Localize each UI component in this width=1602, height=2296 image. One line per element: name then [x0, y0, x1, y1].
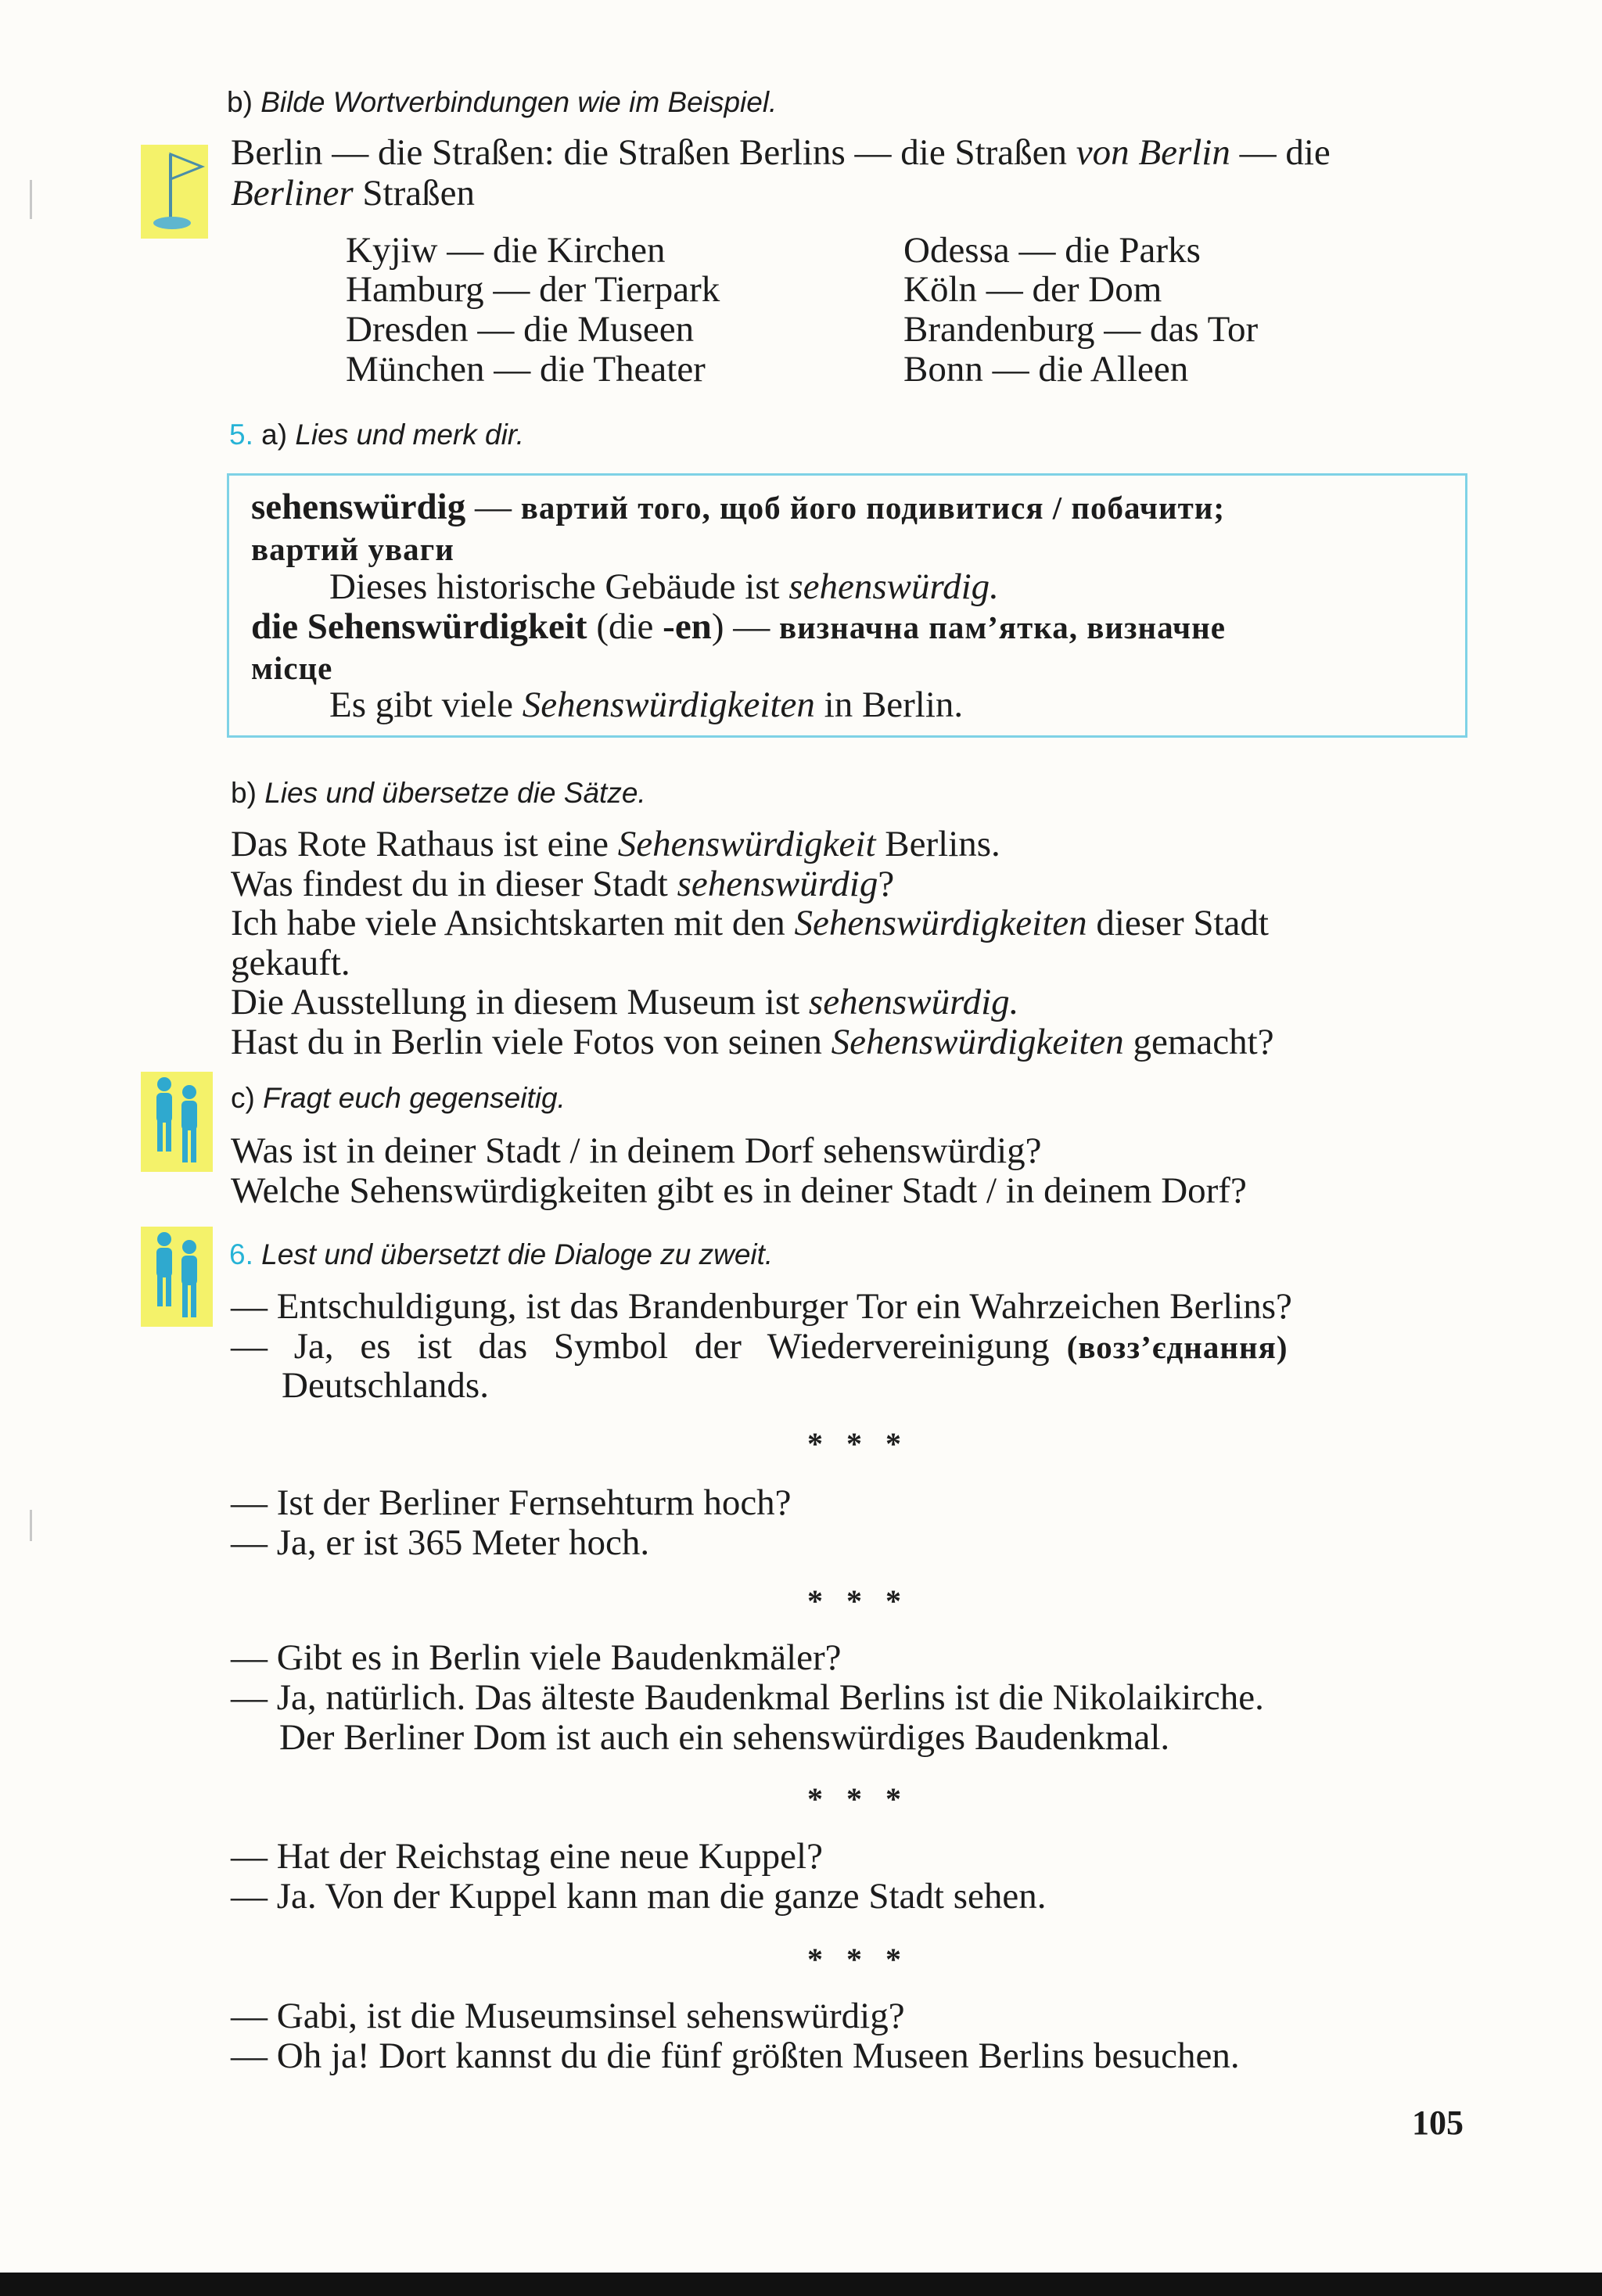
pair-work-icon [141, 1227, 213, 1327]
scan-mark [30, 180, 32, 219]
ex4b-pair-right-1: Odessa — die Parks [903, 230, 1201, 271]
vocab-example-1: Dieses historische Gebäude ist sehenswürdig. [329, 566, 999, 607]
ex4b-heading: b) Bilde Wortverbindungen wie im Beispiel. [227, 86, 778, 118]
ex5b-sentence-4: Die Ausstellung in diesem Museum ist sehenswürdig. [231, 982, 1019, 1022]
ex5c-question-1: Was ist in deiner Stadt / in deinem Dorf sehenswürdig? [231, 1130, 1042, 1171]
vocab-translation-1b: вартий уваги [251, 531, 454, 567]
dialog-separator: * * * [807, 1426, 909, 1461]
dialog3-line3: Der Berliner Dom ist auch ein sehenswürdiges Baudenkmal. [279, 1717, 1170, 1758]
vocab-word-2: die Sehenswürdigkeit (die -en) — визначна пам’ятка, визначне [251, 606, 1226, 647]
ex4b-pair-right-3: Brandenburg — das Tor [903, 309, 1259, 350]
dialog3-line2: — Ja, natürlich. Das älteste Baudenkmal Berlins ist die Nikolaikirche. [231, 1677, 1264, 1718]
dialog4-line2: — Ja. Von der Kuppel kann man die ganze Stadt sehen. [231, 1876, 1047, 1917]
dialog5-line2: — Oh ja! Dort kannst du die fünf größten Museen Berlins besuchen. [231, 2035, 1240, 2076]
dialog-separator: * * * [807, 1583, 909, 1619]
scan-mark [30, 1510, 32, 1541]
page-number: 105 [1412, 2104, 1464, 2142]
dialog2-line1: — Ist der Berliner Fernsehturm hoch? [231, 1482, 792, 1523]
dialog1-line2: — Ja, es ist das Symbol der Wiedervereinigung (возз’єднання) [231, 1326, 1288, 1367]
dialog2-line2: — Ja, er ist 365 Meter hoch. [231, 1522, 650, 1563]
ex5b-sentence-2: Was findest du in dieser Stadt sehenswürdig? [231, 864, 895, 904]
ex5c-heading: c) Fragt euch gegenseitig. [231, 1082, 566, 1114]
ex5b-sentence-3-cont: gekauft. [231, 943, 350, 983]
ex5a-heading: 5. a) Lies und merk dir. [229, 419, 525, 451]
ex5b-sentence-1: Das Rote Rathaus ist eine Sehenswürdigkeit Berlins. [231, 824, 1000, 864]
ex5b-heading: b) Lies und übersetze die Sätze. [231, 777, 646, 809]
dialog-separator: * * * [807, 1781, 909, 1816]
vocab-word-1: sehenswürdig — вартий того, щоб його подивитися / побачити; [251, 487, 1226, 527]
vocab-translation-2b: місце [251, 650, 333, 686]
vocabulary-box [227, 473, 1467, 738]
ex4b-example-line1: Berlin — die Straßen: die Straßen Berlins — die Straßen von Berlin — die [231, 132, 1331, 173]
pair-work-icon [141, 1072, 213, 1172]
ex4b-pair-left-3: Dresden — die Museen [346, 309, 695, 350]
ex5c-question-2: Welche Sehenswürdigkeiten gibt es in deiner Stadt / in deinem Dorf? [231, 1170, 1247, 1211]
flag-icon [141, 145, 208, 239]
dialog1-line3: Deutschlands. [282, 1365, 489, 1406]
ex5b-sentence-5: Hast du in Berlin viele Fotos von seinen Sehenswürdigkeiten gemacht? [231, 1022, 1274, 1062]
ex4b-pair-left-1: Kyjiw — die Kirchen [346, 230, 666, 271]
dialog1-line1: — Entschuldigung, ist das Brandenburger Tor ein Wahrzeichen Berlins? [231, 1286, 1292, 1327]
ex4b-pair-right-4: Bonn — die Alleen [903, 349, 1189, 390]
ex4b-pair-left-2: Hamburg — der Tierpark [346, 269, 720, 310]
scan-border [0, 2273, 1602, 2296]
vocab-example-2: Es gibt viele Sehenswürdigkeiten in Berlin. [329, 684, 964, 725]
ex4b-pair-left-4: München — die Theater [346, 349, 706, 390]
dialog5-line1: — Gabi, ist die Museumsinsel sehenswürdig? [231, 1996, 905, 2036]
dialog3-line1: — Gibt es in Berlin viele Baudenkmäler? [231, 1637, 842, 1678]
ex4b-example-line2: Berliner Straßen [231, 173, 475, 214]
dialog4-line1: — Hat der Reichstag eine neue Kuppel? [231, 1836, 823, 1877]
dialog-separator: * * * [807, 1942, 909, 1977]
ex6-heading: 6. Lest und übersetzt die Dialoge zu zweit. [229, 1238, 774, 1270]
ex5b-sentence-3: Ich habe viele Ansichtskarten mit den Sehenswürdigkeiten dieser Stadt [231, 903, 1269, 943]
ex4b-pair-right-2: Köln — der Dom [903, 269, 1162, 310]
